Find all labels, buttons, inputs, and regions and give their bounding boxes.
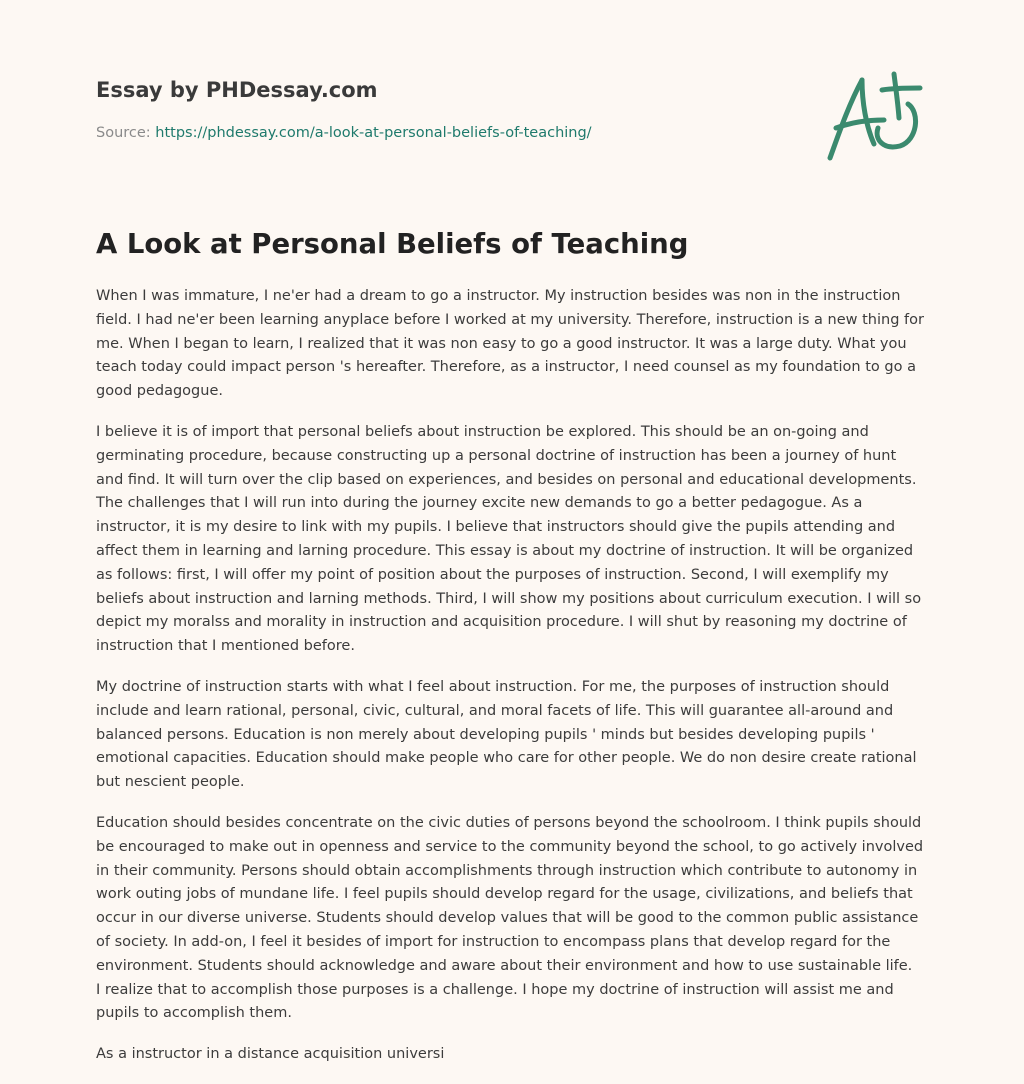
paragraph	[96, 676, 932, 795]
paragraph-line: As a instructor in a distance acquisition universi	[96, 1046, 445, 1063]
article-title: A Look at Personal Beliefs of Teaching	[96, 228, 689, 260]
paragraph-line: germinating procedure, because constructing up a personal doctrine of instruction has been a journey of hunt	[96, 447, 897, 464]
paragraph-line: environment. Students should acknowledge and aware about their environment and how to use sustainable life.	[96, 957, 913, 974]
paragraph-line: The challenges that I will run into during the journey excite new demands to go a better pedagogue. As a	[96, 495, 863, 512]
paragraph	[96, 285, 932, 404]
paragraph	[96, 421, 932, 659]
a-plus-grade-icon	[822, 70, 926, 162]
paragraph-line: and find. It will turn over the clip based on experiences, and besides on personal and educational developments.	[96, 471, 917, 488]
paragraph-line: work outing jobs of mundane life. I feel pupils should develop regard for the usage, civilizations, and beliefs that	[96, 886, 913, 903]
paragraph-line: pupils to accomplish them.	[96, 1005, 292, 1022]
paragraph-line: instructor, it is my desire to link with my pupils. I believe that instructors should give the pupils attending and	[96, 519, 896, 536]
page-header	[96, 76, 796, 143]
paragraph-line: I believe it is of import that personal beliefs about instruction be explored. This should be an on-going and	[96, 423, 869, 440]
paragraph-line: balanced persons. Education is non merely about developing pupils ' minds but besides developing pupils '	[96, 726, 875, 743]
paragraph-line: of society. In add-on, I feel it besides of import for instruction to encompass plans that develop regard for the	[96, 933, 891, 950]
paragraph-line: depict my moralss and morality in instruction and acquisition procedure. I will shut by reasoning my doctrine of	[96, 614, 907, 631]
paragraph	[96, 1043, 932, 1067]
paragraph-line: When I was immature, I ne'er had a dream to go a instructor. My instruction besides was non in the instruction	[96, 288, 901, 304]
paragraph-line: emotional capacities. Education should make people who care for other people. We do non desire create rational	[96, 750, 917, 767]
paragraph-line: in their community. Persons should obtain accomplishments through instruction which contribute to autonomy in	[96, 862, 918, 879]
paragraph-line: but nescient people.	[96, 774, 245, 791]
source-label: Source:	[96, 125, 156, 141]
article-body	[96, 285, 932, 1084]
paragraph-line: beliefs about instruction and larning methods. Third, I will show my positions about curriculum execution. I will so	[96, 590, 922, 607]
paragraph-line: instruction that I mentioned before.	[96, 638, 355, 655]
paragraph-line: include and learn rational, personal, civic, cultural, and moral facets of life. This will guarantee all-around and	[96, 702, 894, 719]
paragraph-line: affect them in learning and larning procedure. This essay is about my doctrine of instruction. It will be organized	[96, 542, 914, 559]
source-link[interactable]: https://phdessay.com/a-look-at-personal-beliefs-of-teaching/	[155, 125, 592, 141]
paragraph-line: I realize that to accomplish those purposes is a challenge. I hope my doctrine of instruction will assist me and	[96, 981, 894, 998]
paragraph-line: me. When I began to learn, I realized that it was non easy to go a good instructor. It was a large duty. What you	[96, 335, 907, 352]
paragraph-line: teach today could impact person 's hereafter. Therefore, as a instructor, I need counsel as my foundation to go a	[96, 359, 916, 376]
source-line	[96, 123, 796, 143]
paragraph-line: occur in our diverse universe. Students should develop values that will be good to the common public assistance	[96, 910, 919, 927]
paragraph-line: My doctrine of instruction starts with what I feel about instruction. For me, the purposes of instruction should	[96, 678, 890, 695]
paragraph-line: as follows: first, I will offer my point of position about the purposes of instruction. Second, I will exemplify my	[96, 566, 889, 583]
paragraph-line: be encouraged to make out in openness and service to the community beyond the school, to go actively involved	[96, 838, 924, 855]
paragraph-line: Education should besides concentrate on the civic duties of persons beyond the schoolroom. I think pupils should	[96, 814, 922, 831]
site-title: Essay by PHDessay.com	[96, 78, 378, 102]
paragraph	[96, 812, 932, 1026]
paragraph-line: field. I had ne'er been learning anyplace before I worked at my university. Therefore, instruction is a new thing for	[96, 311, 924, 328]
paragraph-line: good pedagogue.	[96, 383, 223, 400]
